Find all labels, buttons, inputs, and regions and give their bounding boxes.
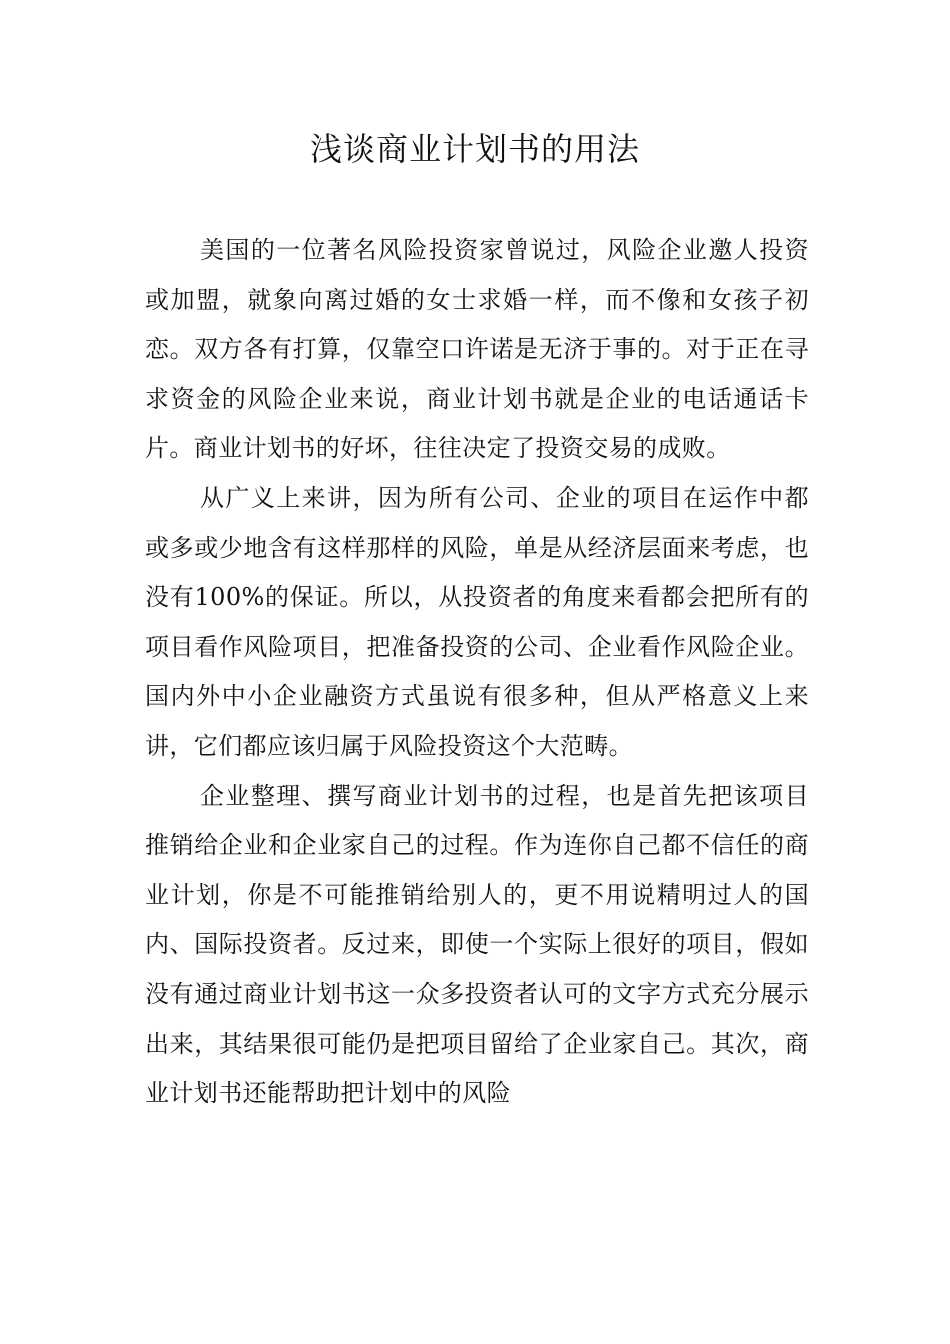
document-title: 浅谈商业计划书的用法 <box>309 130 640 168</box>
paragraph-3: 企业整理、撰写商业计划书的过程，也是首先把该项目推销给企业和企业家自己的过程。作为连你自己都不信任的商业计划，你是不可能推销给别人的，更不用说精明过人的国内、国际投资者。反过来，即使一个实际上很好的项目，假如没有通过商业计划书这一众多投资者认可的文字方式充分展示出来，其结果很可能仍是把项目留给了企业家自己。其次，商业计划书还能帮助把计划中的风险 <box>145 781 809 1108</box>
document-body <box>145 226 809 1119</box>
paragraph-2: 从广义上来讲，因为所有公司、企业的项目在运作中都或多或少地含有这样那样的风险，单是从经济层面来考虑，也没有100%的保证。所以，从投资者的角度来看都会把所有的项目看作风险项目，把准备投资的公司、企业看作风险企业。国内外中小企业融资方式虽说有很多种，但从严格意义上来讲，它们都应该归属于风险投资这个大范畴。 <box>145 483 809 760</box>
paragraph-1: 美国的一位著名风险投资家曾说过，风险企业邀人投资或加盟，就象向离过婚的女士求婚一样，而不像和女孩子初恋。双方各有打算，仅靠空口许诺是无济于事的。对于正在寻求资金的风险企业来说，商业计划书就是企业的电话通话卡片。商业计划书的好坏，往往决定了投资交易的成败。 <box>145 236 809 463</box>
